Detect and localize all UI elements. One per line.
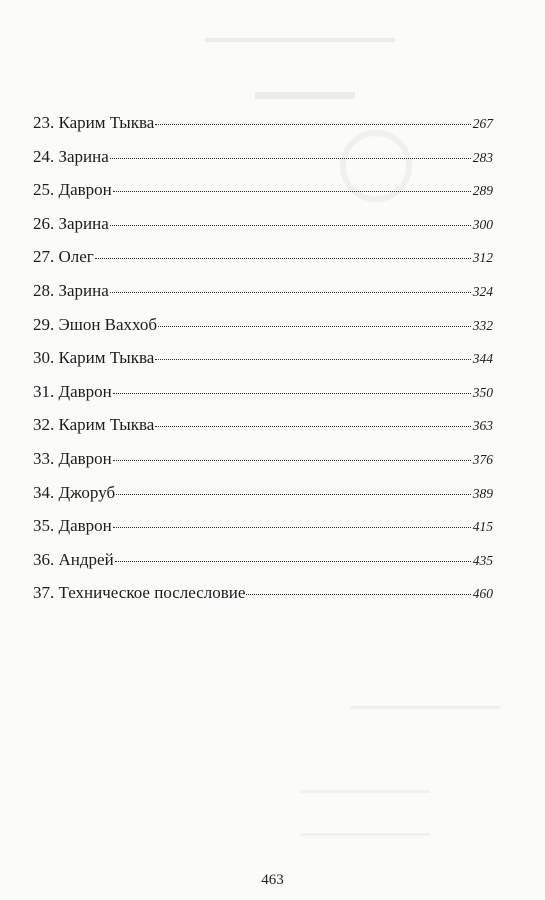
- show-through-mark: [205, 28, 395, 42]
- dot-leader: [115, 561, 471, 562]
- toc-entry-title: 36. Андрей: [33, 549, 114, 569]
- toc-entry: [33, 383, 493, 417]
- toc-entry-page-number: 389: [472, 485, 493, 501]
- toc-entry-page-number: 267: [472, 116, 493, 131]
- toc-entry-page-number: 344: [472, 351, 493, 367]
- toc-entry: [33, 551, 493, 585]
- toc-entry-page-number: 376: [472, 451, 493, 467]
- toc-entry-title: 27. Олег: [33, 247, 94, 267]
- toc-entry-title: 24. Зарина: [33, 146, 109, 166]
- dot-leader: [155, 124, 470, 125]
- toc-entry-page-number: 324: [472, 283, 493, 299]
- toc-entry: [33, 517, 493, 551]
- toc-entry-page-number: 283: [472, 149, 493, 165]
- toc-entry-title: 35. Даврон: [33, 516, 112, 536]
- toc-entry-page-number: 300: [472, 216, 493, 232]
- page-number: 463: [261, 872, 284, 888]
- dot-leader: [113, 527, 471, 528]
- toc-entry: [33, 248, 493, 282]
- toc-entry: [33, 450, 493, 484]
- toc-entry-page-number: 363: [472, 418, 493, 434]
- toc-entry: [33, 484, 493, 518]
- toc-entry: [33, 282, 493, 316]
- dot-leader: [158, 326, 471, 327]
- toc-entry: [33, 181, 493, 215]
- toc-entry-title: 34. Джоруб: [33, 482, 116, 502]
- toc-entry: [33, 584, 493, 618]
- toc-entry-page-number: 332: [472, 317, 493, 333]
- table-of-contents: [33, 114, 493, 618]
- toc-entry: [33, 349, 493, 383]
- show-through-mark: [255, 80, 355, 99]
- toc-entry-title: 28. Зарина: [33, 280, 109, 300]
- toc-entry-page-number: 350: [472, 384, 493, 400]
- dot-leader: [155, 426, 470, 427]
- toc-entry-page-number: 435: [472, 552, 493, 568]
- toc-entry: [33, 215, 493, 249]
- toc-entry-title: 23. Карим Тыква: [33, 113, 155, 132]
- show-through-mark: [300, 790, 430, 836]
- dot-leader: [113, 460, 471, 461]
- toc-entry-page-number: 312: [472, 250, 493, 266]
- show-through-mark: [350, 700, 500, 709]
- toc-entry-title: 33. Даврон: [33, 448, 112, 468]
- dot-leader: [110, 225, 471, 226]
- dot-leader: [155, 359, 470, 360]
- toc-entry-title: 31. Даврон: [33, 381, 112, 401]
- toc-entry: [33, 416, 493, 450]
- dot-leader: [95, 258, 471, 259]
- dot-leader: [113, 393, 471, 394]
- toc-entry-page-number: 460: [472, 586, 493, 602]
- toc-entry: [33, 148, 493, 182]
- toc-entry-title: 25. Даврон: [33, 180, 112, 200]
- toc-entry-title: 37. Техническое послесловие: [33, 583, 246, 603]
- toc-entry-title: 29. Эшон Ваххоб: [33, 314, 158, 334]
- toc-entry-title: 30. Карим Тыква: [33, 348, 155, 368]
- toc-entry: [33, 114, 493, 148]
- dot-leader: [113, 191, 471, 192]
- toc-entry-title: 26. Зарина: [33, 213, 109, 233]
- dot-leader: [110, 292, 471, 293]
- dot-leader: [110, 158, 471, 159]
- toc-entry-page-number: 415: [472, 519, 493, 535]
- toc-entry: [33, 316, 493, 350]
- toc-entry-page-number: 289: [472, 183, 493, 199]
- dot-leader: [116, 494, 471, 495]
- toc-entry-title: 32. Карим Тыква: [33, 415, 155, 435]
- dot-leader: [246, 594, 470, 595]
